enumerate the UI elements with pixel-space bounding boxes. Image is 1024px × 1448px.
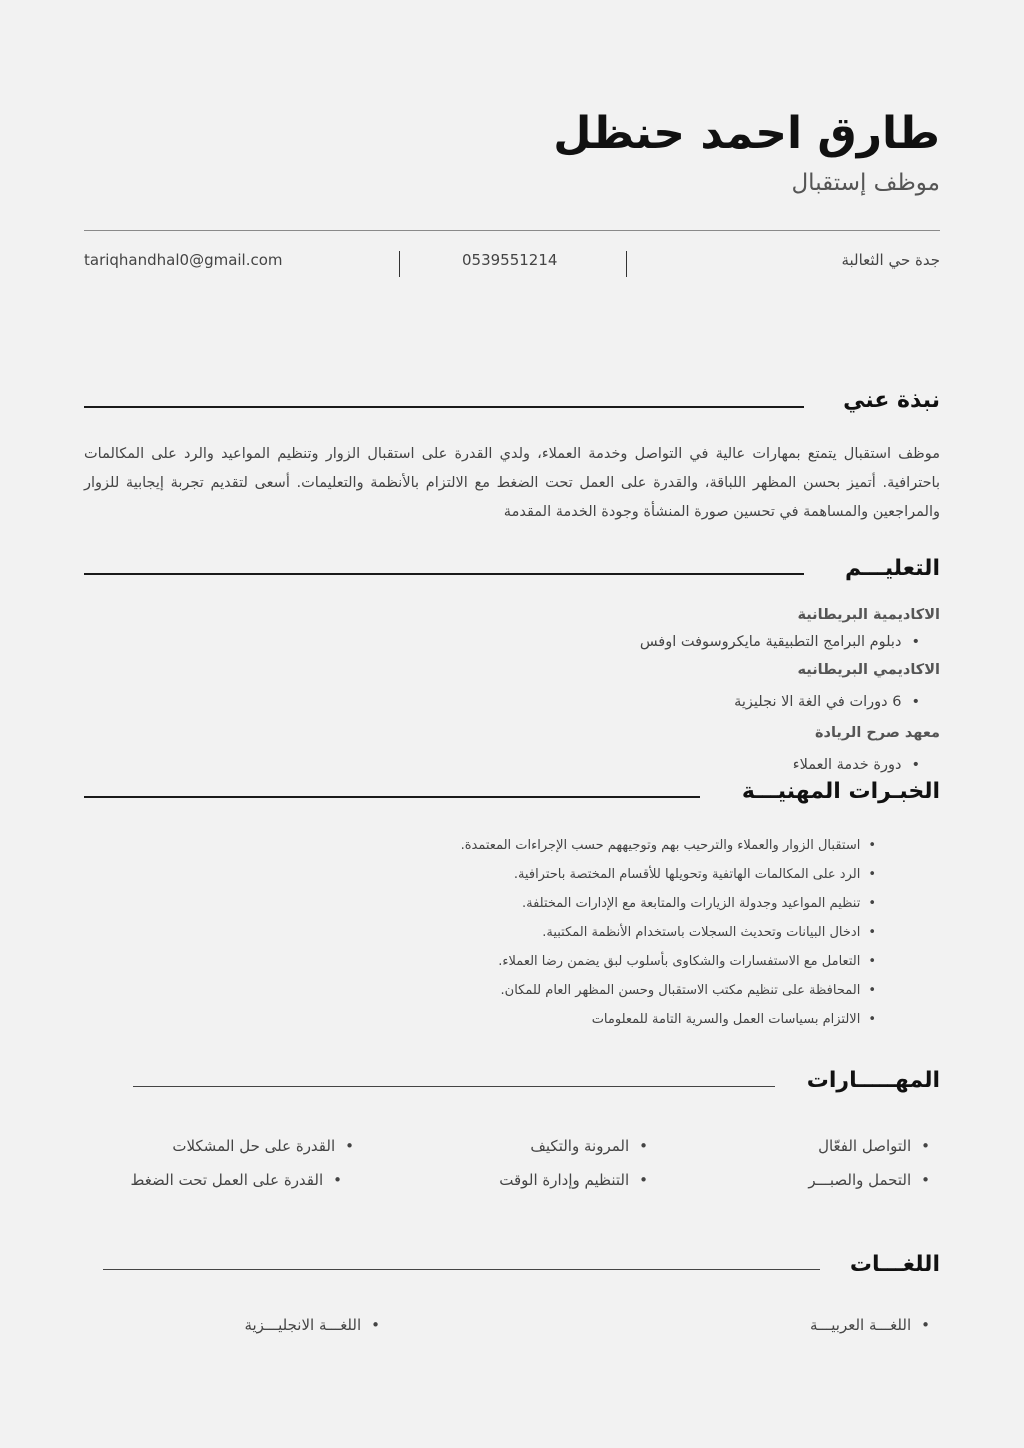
education-institution: معهد صرح الريادة (814, 725, 940, 741)
language-text: اللغـــة الانجليـــزية (244, 1316, 362, 1334)
language-item (810, 1316, 930, 1334)
skill-text: القدرة على حل المشكلات (172, 1137, 336, 1155)
skill-item (818, 1137, 930, 1155)
experience-list (461, 834, 876, 1037)
experience-divider (84, 796, 700, 798)
skill-item (530, 1137, 648, 1155)
contact-phone[interactable]: 0539551214 (462, 251, 558, 269)
experience-item: • ادخال البيانات وتحديث السجلات باستخدام الأنظمة المكتبية. (461, 921, 876, 950)
skill-item (131, 1171, 342, 1189)
experience-item: • استقبال الزوار والعملاء والترحيب بهم وتوجيههم حسب الإجراءات المعتمدة. (461, 834, 876, 863)
skills-heading: المهـــــارات (806, 1068, 940, 1093)
language-text: اللغـــة العربيـــة (810, 1316, 912, 1334)
education-heading: التعليـــم (845, 556, 940, 581)
about-text: موظف استقبال يتمتع بمهارات عالية في التواصل وخدمة العملاء، ولدي القدرة على استقبال الزوار وتنظيم المواعيد والرد على المكالمات باحترافية. أتميز بحسن المظهر اللباقة، والقدرة على العمل تحت الضغط مع الالتزام بالأنظمة والتعليمات. أسعى لتقديم تجربة إيجابية للزوار والمراجعين والمساهمة في تحسين صورة المنشأة وجودة الخدمة المقدمة (84, 446, 940, 520)
about-divider (84, 406, 804, 408)
experience-heading: الخبـرات المهنيـــة (741, 779, 940, 804)
languages-heading: اللغـــات (849, 1252, 940, 1277)
education-institution: الاكاديمية البريطانية (797, 607, 940, 623)
skill-text: التنظيم وإدارة الوقت (499, 1171, 630, 1189)
job-title: موظف إستقبال (791, 170, 940, 196)
experience-item: • التعامل مع الاستفسارات والشكاوى بأسلوب لبق يضمن رضا العملاء. (461, 950, 876, 979)
header-divider (84, 230, 940, 231)
candidate-name: طارق احمد حنظل (553, 108, 940, 159)
education-item (734, 694, 920, 710)
experience-item: • تنظيم المواعيد وجدولة الزيارات والمتابعة مع الإدارات المختلفة. (461, 892, 876, 921)
language-item (244, 1316, 380, 1334)
experience-item: • الالتزام بسياسات العمل والسرية التامة للمعلومات (461, 1008, 876, 1037)
education-item (640, 634, 920, 650)
education-item-text: 6 دورات في الغة الا نجليزية (734, 694, 902, 710)
skill-item (499, 1171, 648, 1189)
languages-divider (103, 1269, 820, 1270)
skill-text: القدرة على العمل تحت الضغط (130, 1171, 324, 1189)
education-institution: الاكاديمي البريطانيه (797, 662, 940, 678)
education-item-text: دبلوم البرامج التطبيقية مايكروسوفت اوفس (639, 634, 902, 650)
contact-address: جدة حي الثعالبة (841, 251, 940, 269)
education-divider (84, 573, 804, 575)
about-heading: نبذة عني (843, 388, 940, 413)
skill-text: التحمل والصبـــر (808, 1171, 912, 1189)
contact-separator (626, 251, 627, 277)
skill-item (808, 1171, 930, 1189)
experience-item: • المحافظة على تنظيم مكتب الاستقبال وحسن المظهر العام للمكان. (461, 979, 876, 1008)
education-item-text: دورة خدمة العملاء (792, 757, 902, 773)
contact-separator (399, 251, 400, 277)
skill-text: المرونة والتكيف (530, 1137, 630, 1155)
skills-divider (133, 1086, 775, 1087)
skill-text: التواصل الفعّال (818, 1137, 912, 1155)
education-item (793, 757, 920, 773)
contact-email[interactable]: tariqhandhal0@gmail.com (84, 251, 283, 269)
experience-item: • الرد على المكالمات الهاتفية وتحويلها للأقسام المختصة باحترافية. (461, 863, 876, 892)
skill-item (172, 1137, 354, 1155)
